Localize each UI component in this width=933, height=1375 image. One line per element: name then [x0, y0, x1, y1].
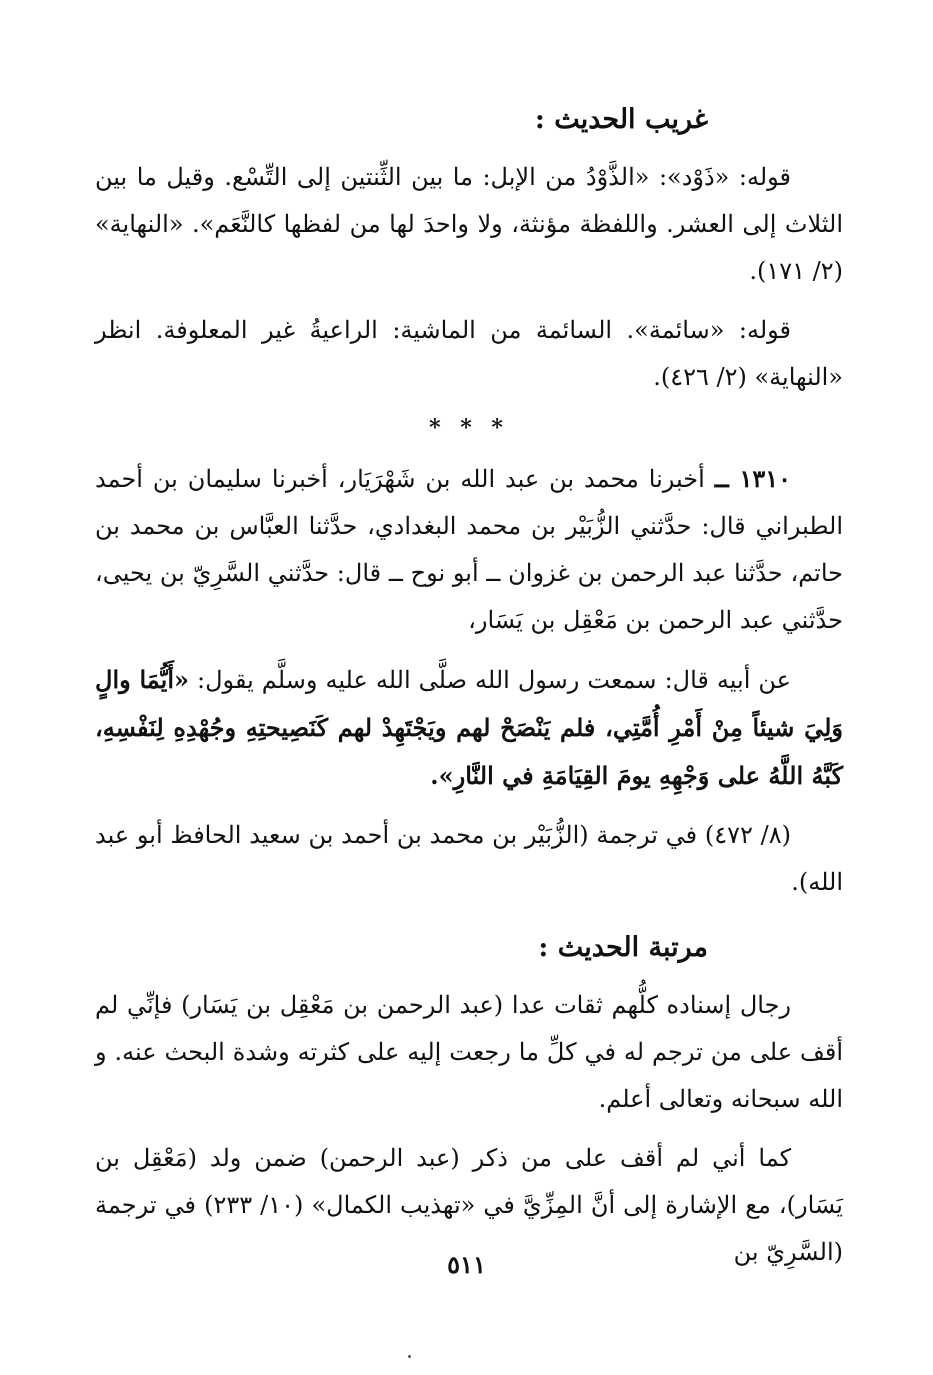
- page-number: ٥١١: [447, 1250, 486, 1279]
- hadith-intro: عن أبيه قال: سمعت رسول الله صلَّى الله عليه وسلَّم يقول:: [197, 666, 791, 694]
- rutba-paragraph-2: كما أني لم أقف على من ذكر (عبد الرحمن) ضمن ولد (مَعْقِل بن يَسَار)، مع الإشارة إلى أنَّ المِزِّيَّ في «تهذيب الكمال» (١٠/ ٢٣٣) في ترجمة (السَّرِيّ بن: [95, 1144, 843, 1266]
- hadith-isnad-paragraph: [95, 455, 843, 644]
- page-body: [95, 100, 843, 1288]
- hadith-number: ١٣١٠ ــ: [714, 464, 791, 493]
- rutba-paragraph-1: رجال إسناده كلُّهم ثقات عدا (عبد الرحمن بن مَعْقِل بن يَسَار) فإنِّي لم أقف على من ترجم له في كلِّ ما رجعت إليه على كثرته وشدة البحث عنه. و الله سبحانه وتعالى أعلم.: [95, 991, 843, 1113]
- gharib-paragraph-saima: قوله: «سائمة». السائمة من الماشية: الراعيةُ غير المعلوفة. انظر «النهاية» (٢/ ٤٢٦).: [95, 316, 843, 391]
- gharib-heading: غريب الحديث :: [534, 104, 708, 135]
- rutba-heading: مرتبة الحديث :: [538, 932, 708, 963]
- scan-speck: [408, 1355, 411, 1358]
- hadith-matn-paragraph: [95, 656, 843, 800]
- source-note: (٨/ ٤٧٢) في ترجمة (الزُّبَيْر بن محمد بن أحمد بن سعيد الحافظ أبو عبد الله).: [95, 821, 843, 896]
- hadith-isnad: أخبرنا محمد بن عبد الله بن شَهْرَيَار، أخبرنا سليمان بن أحمد الطبراني قال: حدَّثني الزُّبَيْر بن محمد البغدادي، حدَّثنا العبَّاس بن محمد بن حاتم، حدَّثنا عبد الرحمن بن غزوان ــ أبو نوح ــ قال: حدَّثني السَّرِيّ بن يحيى، حدَّثني عبد الرحمن بن مَعْقِل بن يَسَار،: [95, 465, 844, 634]
- hadith-matn: «أَيُّمَا والٍ وَلِيَ شيئاً مِنْ أَمْرِ أُمَّتِي، فلم يَنْصَحْ لهم ويَجْتَهِدْ لهم كَنَصِيحتِهِ وجُهْدِهِ لِنَفْسِهِ، كَبَّهُ اللَّهُ على وَجْهِهِ يومَ القِيَامَةِ في النَّارِ».: [95, 665, 843, 790]
- gharib-paragraph-dhawd: قوله: «ذَوْد»: «الذَّوْدُ من الإبل: ما بين الثِّنتين إلى التِّسْع. وقيل ما بين الثلاث إلى العشر. واللفظة مؤنثة، ولا واحدَ لها من لفظها كالنَّعَم». «النهاية» (٢/ ١٧١).: [95, 163, 844, 285]
- section-separator: * * *: [429, 415, 509, 441]
